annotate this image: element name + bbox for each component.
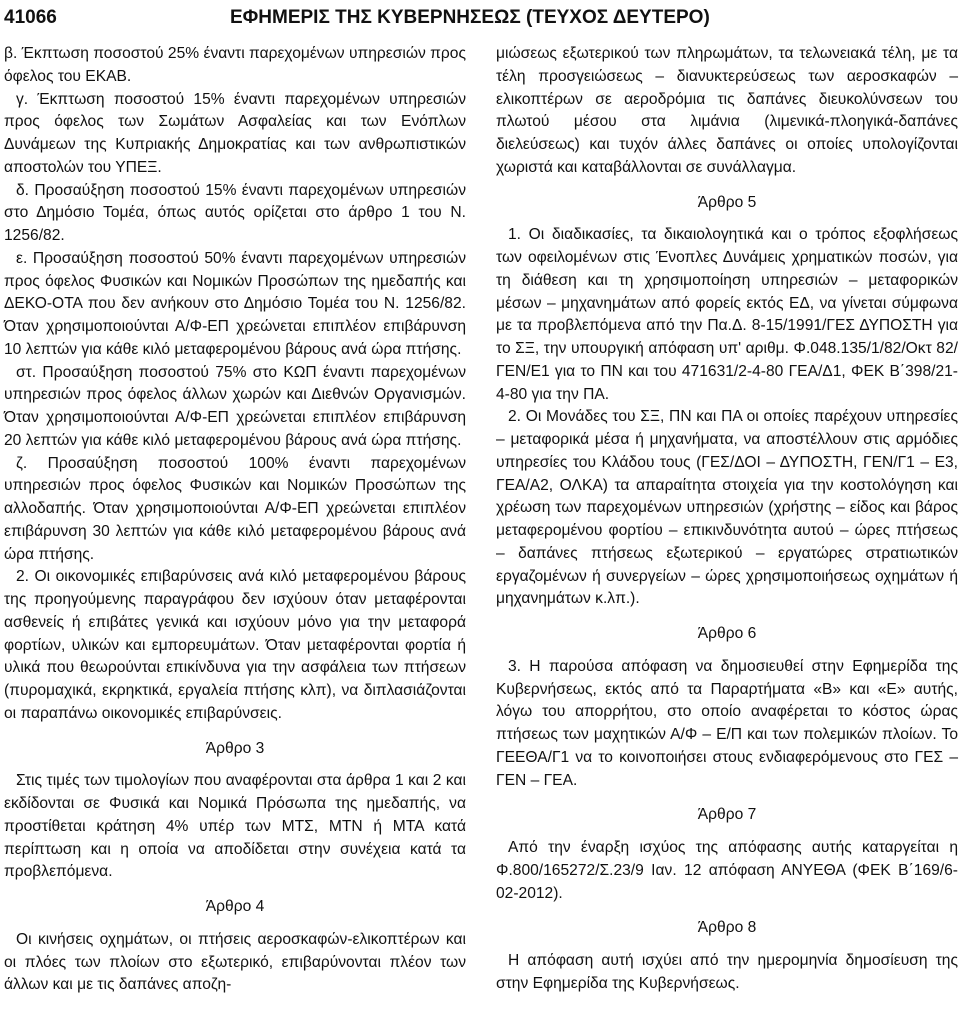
gazette-title: ΕΦΗΜΕΡΙΣ ΤΗΣ ΚΥΒΕΡΝΗΣΕΩΣ (ΤΕΥΧΟΣ ΔΕΥΤΕΡΟ) — [230, 7, 710, 28]
article-5-heading: Άρθρο 5 — [697, 193, 757, 211]
article-8-heading: Άρθρο 8 — [697, 919, 757, 937]
article-4-heading: Άρθρο 4 — [205, 898, 265, 915]
article-7-heading: Άρθρο 7 — [697, 806, 757, 824]
paragraph-b: β. Έκπτωση ποσοστού 25% έναντι παρεχομένων υπηρεσιών προς όφελος του ΕΚΑΒ. — [4, 45, 466, 85]
article-3-heading: Άρθρο 3 — [205, 739, 265, 757]
paragraph-e: ε. Προσαύξηση ποσοστού 50% έναντι παρεχομένων υπηρεσιών προς όφελος Φυσικών και Νομικών Προσώπων της ημεδαπής και ΔΕΚΟ-ΟΤΑ που δεν ανήκουν στο Δημόσιο Τομέα του Ν. 1256/82. Όταν χρησιμοποιούνται Α/Φ-ΕΠ χρεώνεται επιπλέον επιβάρυνση 10 λεπτών για κάθε κιλό μεταφερομένου βάρους ανά ώρα πτήσης. — [4, 249, 466, 358]
article-3-text: Στις τιμές των τιμολογίων που αναφέρονται στα άρθρα 1 και 2 και εκδίδονται σε Φυσικά και Νομικά Πρόσωπα της ημεδαπής, να προστίθεται κράτηση 4% υπέρ των ΜΤΣ, ΜΤΝ ή ΜΤΑ κατά περίπτωση και η οποία να αποδίδεται στην συνέχεια κατά τα προβλεπόμενα. — [4, 772, 466, 881]
article-7-text: Από την έναρξη ισχύος της απόφασης αυτής καταργείται η Φ.800/165272/Σ.23/9 Ιαν. 12 απόφαση ΑΝΥΕΘΑ (ΦΕΚ Β΄169/6-02-2012). — [496, 839, 958, 902]
right-column — [496, 43, 958, 996]
article-6-heading: Άρθρο 6 — [697, 625, 757, 642]
paragraph-st: στ. Προσαύξηση ποσοστού 75% στο ΚΩΠ έναντι παρεχομένων υπηρεσιών προς όφελος άλλων χωρών και Διεθνών Οργανισμών. Όταν χρησιμοποιούνται Α/Φ-ΕΠ χρεώνεται επιπλέον επιβάρυνση 20 λεπτών για κάθε κιλό μεταφερομένου βάρους ανά ώρα πτήσης. — [4, 363, 466, 449]
page-number: 41066 — [4, 7, 57, 28]
paragraph-d: δ. Προσαύξηση ποσοστού 15% έναντι παρεχομένων υπηρεσιών στο Δημόσιο Τομέα, όπως αυτός ορίζεται στο άρθρο 1 του Ν. 1256/82. — [4, 181, 466, 244]
article-5-paragraph-2: 2. Οι Μονάδες του ΣΞ, ΠΝ και ΠΑ οι οποίες παρέχουν υπηρεσίες – μεταφορικά μέσα ή μηχανήματα, να αποστέλλουν στις αρμόδιες υπηρεσίες του Κλάδου τους (ΓΕΣ/ΔΟΙ – ΔΥΠΟΣΤΗ, ΓΕΝ/Γ1 – Ε3, ΓΕΑ/Α2, ΟΛΚΑ) τα απαραίτητα στοιχεία για την κοστολόγηση και χρέωση των παρεχομένων υπηρεσιών (χρήστης – είδος και βάρος μεταφερομένου φορτίου – επικινδυνότητα αυτού – ώρες πτήσεως – δαπάνες πτήσεως εξωτερικού – εργατώρες στρατιωτικών εργαζομένων ή συνεργείων – ώρες χρησιμοποιήσεως οχημάτων ή μηχανημάτων κ.λπ.). — [496, 408, 958, 608]
paragraph-2: 2. Οι οικονομικές επιβαρύνσεις ανά κιλό μεταφερομένου βάρους της προηγούμενης παραγράφου δεν ισχύουν όταν μεταφέρονται ασθενείς ή επιβάτες γενικά και ισχύουν μόνο για την μεταφορά φορτίων, υλικών και εμπορευμάτων. Όταν μεταφέρονται φορτία ή υλικά που θεωρούνται επικίνδυνα για την ασφάλεια των πτήσεων (πυρομαχικά, εκρηκτικά, εργαλεία πτήσης κλπ), να διπλασιάζονται οι παραπάνω οικονομικές επιβαρύνσεις. — [4, 568, 466, 722]
article-6-text: 3. Η παρούσα απόφαση να δημοσιευθεί στην Εφημερίδα της Κυβερνήσεως, εκτός από τα Παραρτήματα «Β» και «Ε» αυτής, λόγω του απορρήτου, στο οποίο αναφέρεται το κόστος ώρας πτήσεως των μαχητικών Α/Φ – Ε/Π και των πολεμικών πλοίων. Το ΓΕΕΘΑ/Γ1 να το κοινοποιήσει στους ενδιαφερόμενους στο ΓΕΣ – ΓΕΝ – ΓΕΑ. — [496, 657, 958, 789]
article-5-paragraph-1: 1. Οι διαδικασίες, τα δικαιολογητικά και ο τρόπος εξοφλήσεως των οφειλομένων στις Ένοπλες Δυνάμεις χρηματικών ποσών, για τη διάθεση και τη χρησιμοποίηση υπηρεσιών – μεταφορικών μέσων – μηχανημάτων από φορείς εκτός ΕΔ, να γίνεται σύμφωνα με τα προβλεπόμενα από την Πα.Δ. 8-15/1991/ΓΕΣ ΔΥΠΟΣΤΗ για το ΣΞ, την υπουργική απόφαση υπ' αριθμ. Φ.048.135/1/82/Οκτ 82/ΓΕΝ/Ε1 για το ΠΝ και του 471631/2-4-80 ΓΕΑ/Δ1, ΦΕΚ Β΄398/21-4-80 για την ΠΑ. — [496, 226, 958, 403]
paragraph-z: ζ. Προσαύξηση ποσοστού 100% έναντι παρεχομένων υπηρεσιών προς όφελος Φυσικών και Νομικών Προσώπων της αλλοδαπής. Όταν χρησιμοποιούνται Α/Φ-ΕΠ χρεώνεται επιπλέον επιβάρυνση 30 λεπτών για κάθε κιλό μεταφερομένου βάρους ανά ώρα πτήσης. — [4, 454, 466, 563]
paragraph-c: γ. Έκπτωση ποσοστού 15% έναντι παρεχομένων υπηρεσιών προς όφελος των Σωμάτων Ασφαλείας και των Ενόπλων Δυνάμεων της Κυπριακής Δημοκρατίας και των ανθρωπιστικών αποστολών του ΥΠΕΞ. — [4, 90, 466, 176]
article-4-text: Οι κινήσεις οχημάτων, οι πτήσεις αεροσκαφών-ελικοπτέρων και οι πλόες των πλοίων στο εξωτερικό, επιβαρύνονται πλέον των άλλων και με τις δαπάνες αποζη- — [4, 930, 466, 994]
left-column — [4, 43, 466, 997]
page-header — [0, 0, 960, 40]
article-8-text: Η απόφαση αυτή ισχύει από την ημερομηνία δημοσίευση της στην Εφημερίδα της Κυβερνήσεως. — [496, 952, 958, 992]
article-4-continuation: μιώσεως εξωτερικού των πληρωμάτων, τα τελωνειακά τέλη, με τα τέλη προσγειώσεως – διανυκτερεύσεως των αεροσκαφών – ελικοπτέρων σε αεροδρόμια τις δαπάνες διευκολύνσεων του πλωτού μέσου στα λιμάνια (λιμενικά-πλοηγικά-δαπάνες διελεύσεως) και τυχόν άλλες δαπάνες οι οποίες υπολογίζονται χωριστά και καταβάλλονται σε συνάλλαγμα. — [496, 45, 958, 176]
